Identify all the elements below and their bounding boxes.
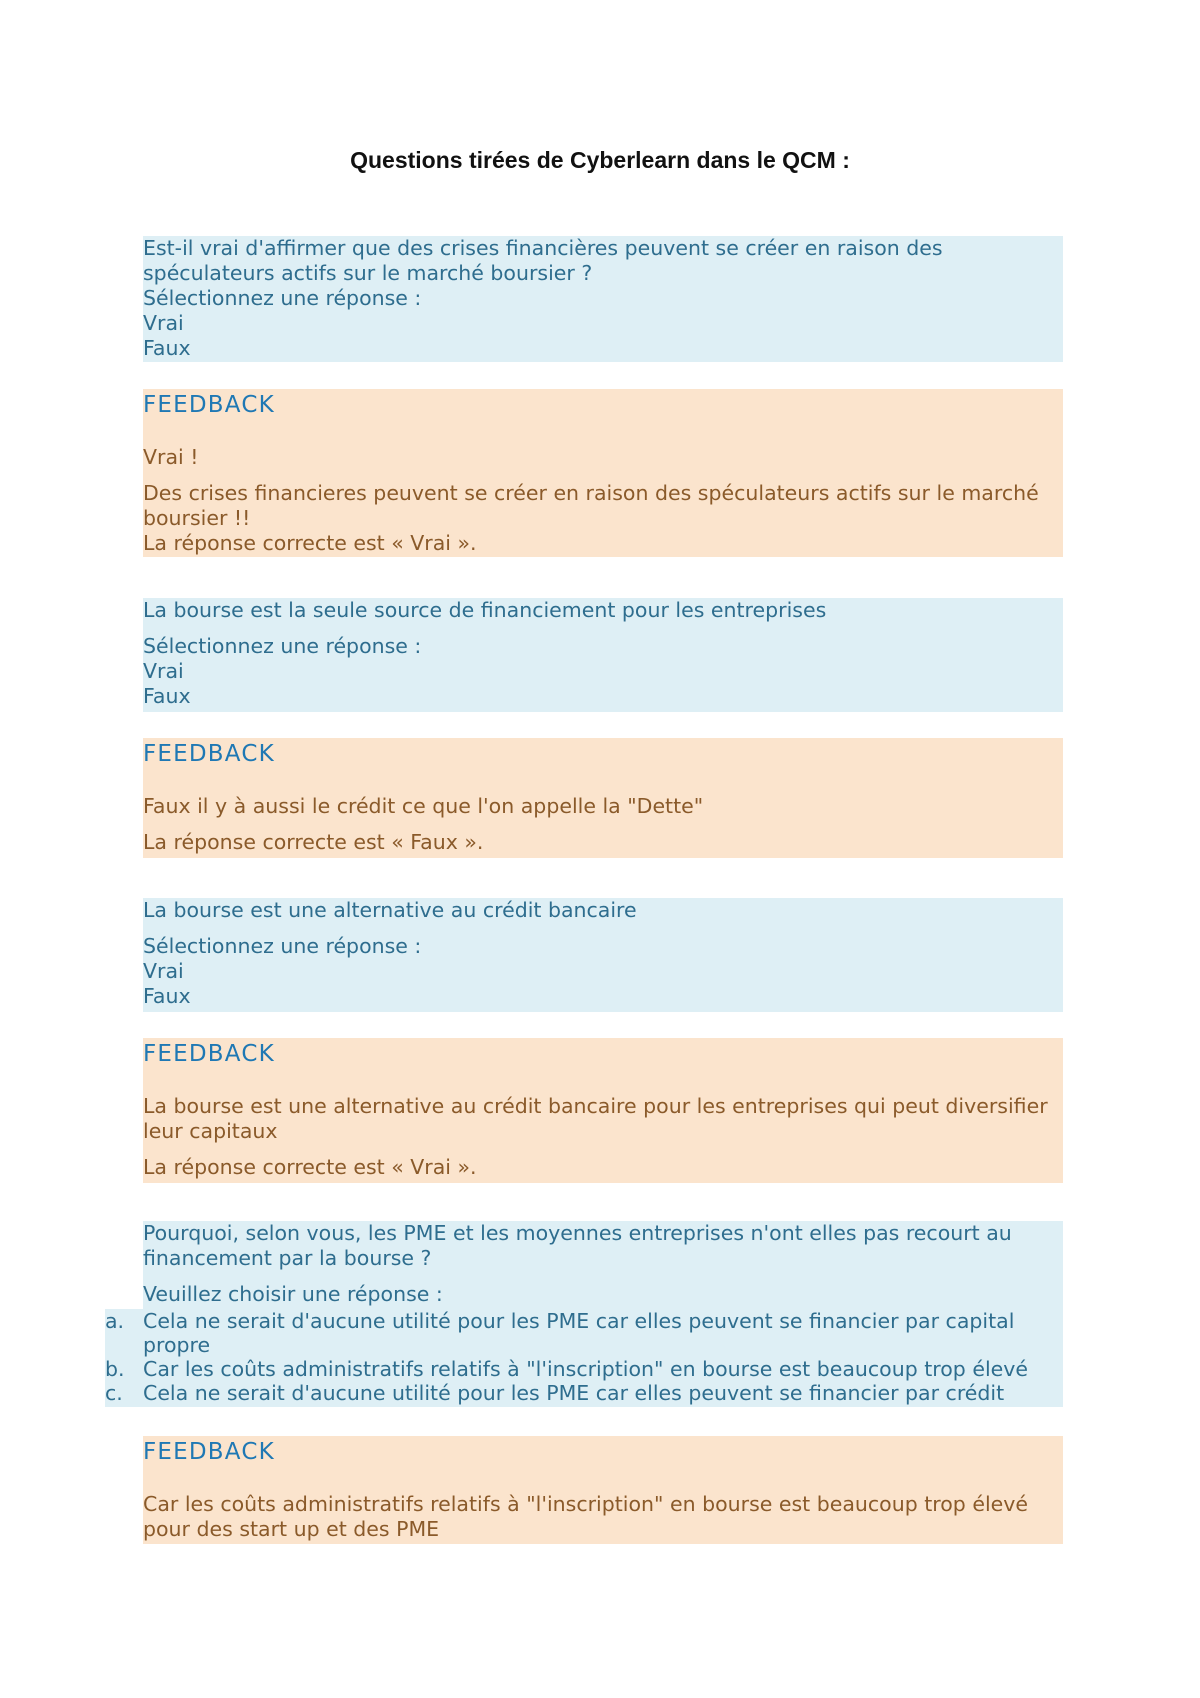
choice-letter: c. <box>105 1381 123 1405</box>
option-vrai[interactable]: Vrai <box>143 659 184 683</box>
answer-prompt: Sélectionnez une réponse : <box>143 634 422 658</box>
feedback-block-4 <box>143 1436 1063 1544</box>
option-vrai[interactable]: Vrai <box>143 311 184 335</box>
feedback-line: La bourse est une alternative au crédit bancaire pour les entreprises qui peut diversifier leur capitaux <box>143 1094 1048 1143</box>
choice-b[interactable] <box>105 1357 1063 1381</box>
choice-text: Cela ne serait d'aucune utilité pour les PME car elles peuvent se financier par crédit <box>143 1381 1005 1405</box>
correct-answer: La réponse correcte est « Vrai ». <box>143 531 477 555</box>
answer-prompt: Veuillez choisir une réponse : <box>143 1282 443 1306</box>
feedback-heading: FEEDBACK <box>143 392 275 418</box>
question-block-4 <box>143 1221 1063 1311</box>
question-text: La bourse est la seule source de financiement pour les entreprises <box>143 598 827 622</box>
feedback-line: Faux il y à aussi le crédit ce que l'on appelle la "Dette" <box>143 794 704 818</box>
feedback-heading: FEEDBACK <box>143 1439 275 1465</box>
option-faux[interactable]: Faux <box>143 336 191 360</box>
question-text: Pourquoi, selon vous, les PME et les moyennes entreprises n'ont elles pas recourt au financement par la bourse ? <box>143 1221 1012 1270</box>
option-vrai[interactable]: Vrai <box>143 959 184 983</box>
choice-text: Car les coûts administratifs relatifs à "l'inscription" en bourse est beaucoup trop élevé <box>143 1357 1028 1381</box>
choice-c[interactable] <box>105 1381 1063 1405</box>
feedback-line: Vrai ! <box>143 445 199 469</box>
correct-answer: La réponse correcte est « Vrai ». <box>143 1155 477 1179</box>
feedback-heading: FEEDBACK <box>143 1041 275 1067</box>
choice-letter: b. <box>105 1357 125 1381</box>
question-block-1 <box>143 236 1063 362</box>
question-block-2 <box>143 598 1063 712</box>
question-text: Est-il vrai d'affirmer que des crises financières peuvent se créer en raison des spéculateurs actifs sur le marché boursier ? <box>143 236 943 285</box>
feedback-block-1 <box>143 389 1063 557</box>
page-title: Questions tirées de Cyberlearn dans le QCM : <box>350 147 850 173</box>
feedback-line: Des crises financieres peuvent se créer en raison des spéculateurs actifs sur le marché boursier !! <box>143 481 1039 530</box>
feedback-block-2 <box>143 738 1063 858</box>
question-block-3 <box>143 898 1063 1012</box>
choice-a[interactable] <box>105 1309 1063 1357</box>
question-text: La bourse est une alternative au crédit bancaire <box>143 898 637 922</box>
feedback-heading: FEEDBACK <box>143 741 275 767</box>
answer-prompt: Sélectionnez une réponse : <box>143 286 422 310</box>
option-faux[interactable]: Faux <box>143 684 191 708</box>
choice-letter: a. <box>105 1309 125 1333</box>
correct-answer: La réponse correcte est « Faux ». <box>143 830 484 854</box>
choice-text: Cela ne serait d'aucune utilité pour les PME car elles peuvent se financier par capital propre <box>143 1309 1015 1357</box>
feedback-block-3 <box>143 1038 1063 1183</box>
option-faux[interactable]: Faux <box>143 984 191 1008</box>
feedback-line: Car les coûts administratifs relatifs à "l'inscription" en bourse est beaucoup trop élevé pour des start up et des PME <box>143 1492 1028 1541</box>
answer-choices <box>105 1309 1063 1407</box>
answer-prompt: Sélectionnez une réponse : <box>143 934 422 958</box>
